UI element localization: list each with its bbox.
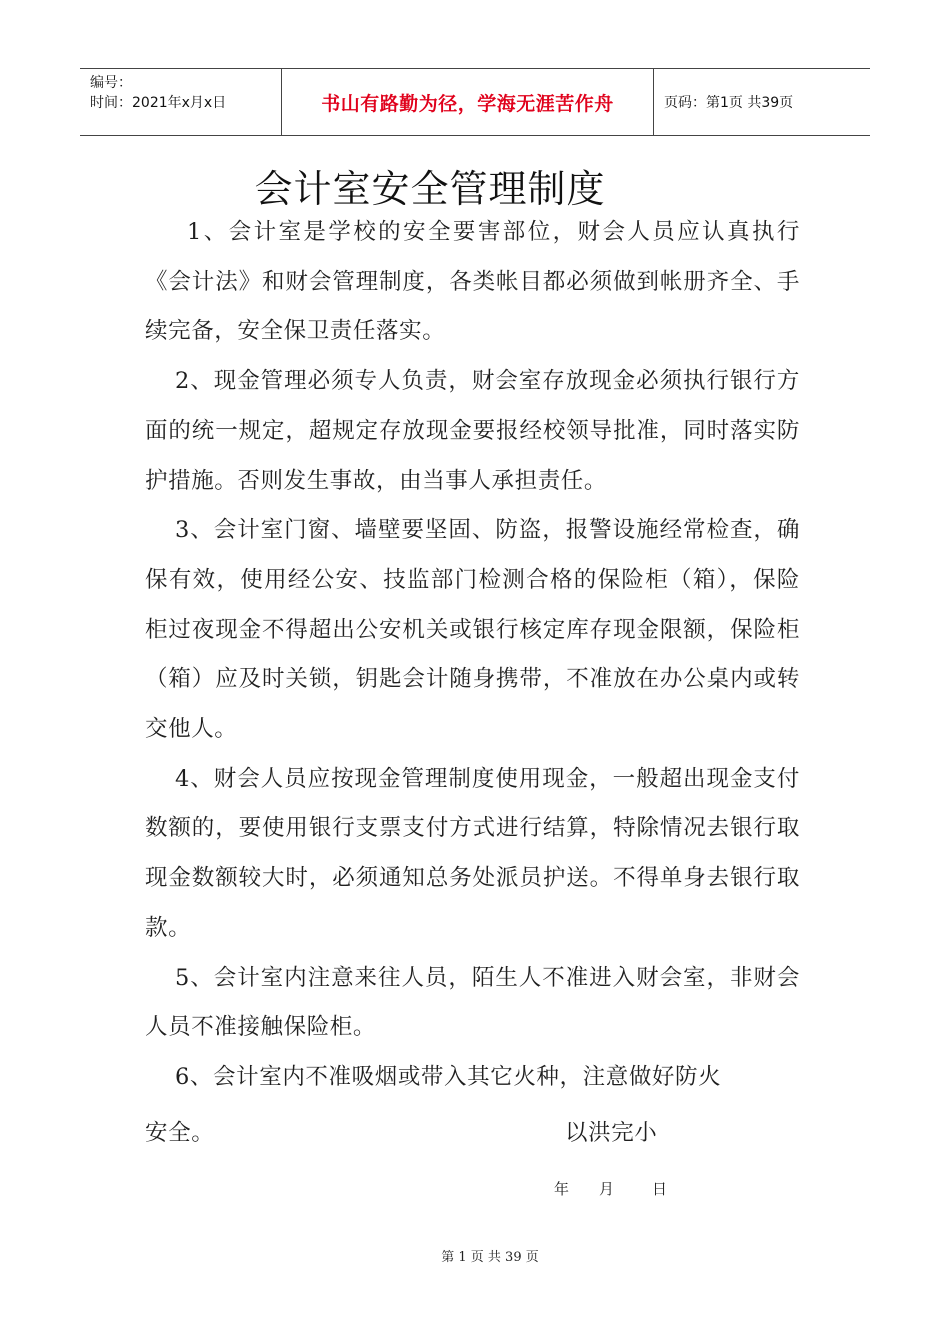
date-month: 月 [599, 1180, 615, 1198]
date-year: 年 [554, 1180, 570, 1198]
time-label: 时间：2021年x月x日 [90, 95, 227, 111]
paragraph-5: 5、会计室内注意来往人员，陌生人不准进入财会室，非财会人员不准接触保险柜。 [145, 964, 800, 1041]
document-header [80, 68, 870, 136]
header-meta [80, 69, 282, 135]
signature-date [554, 1178, 667, 1199]
number-label: 编号： [90, 75, 132, 91]
paragraph-4: 4、财会人员应按现金管理制度使用现金，一般超出现金支付数额的，要使用银行支票支付方式进行结算，特除情况去银行取现金数额较大时，必须通知总务处派员护送。不得单身去银行取款。 [145, 765, 800, 941]
header-page-label: 页码：第1页 共39页 [664, 95, 794, 111]
paragraph-1: 1、会计室是学校的安全要害部位，财会人员应认真执行《会计法》和财会管理制度，各类帐目都必须做到帐册齐全、手续完备，安全保卫责任落实。 [145, 219, 800, 345]
page-footer: 第 1 页 共 39 页 [441, 1250, 539, 1265]
signer-name: 以洪完小 [565, 1120, 658, 1146]
header-motto: 书山有路勤为径，学海无涯苦作舟 [282, 69, 654, 135]
closing-line [145, 1112, 800, 1154]
document-body [145, 208, 800, 1103]
closing-text: 安全。 [145, 1120, 215, 1146]
paragraph-2: 2、现金管理必须专人负责，财会室存放现金必须执行银行方面的统一规定，超规定存放现金要报经校领导批准，同时落实防护措施。否则发生事故，由当事人承担责任。 [145, 368, 800, 494]
document-title: 会计室安全管理制度 [254, 167, 606, 211]
paragraph-3: 3、会计室门窗、墙壁要坚固、防盗，报警设施经常检查，确保有效，使用经公安、技监部门检测合格的保险柜（箱），保险柜过夜现金不得超出公安机关或银行核定库存现金限额，保险柜（箱）应及时关锁，钥匙会计随身携带，不准放在办公桌内或转交他人。 [145, 517, 800, 743]
paragraph-6: 6、会计室内不准吸烟或带入其它火种，注意做好防火 [175, 1063, 722, 1090]
date-day: 日 [652, 1180, 668, 1198]
